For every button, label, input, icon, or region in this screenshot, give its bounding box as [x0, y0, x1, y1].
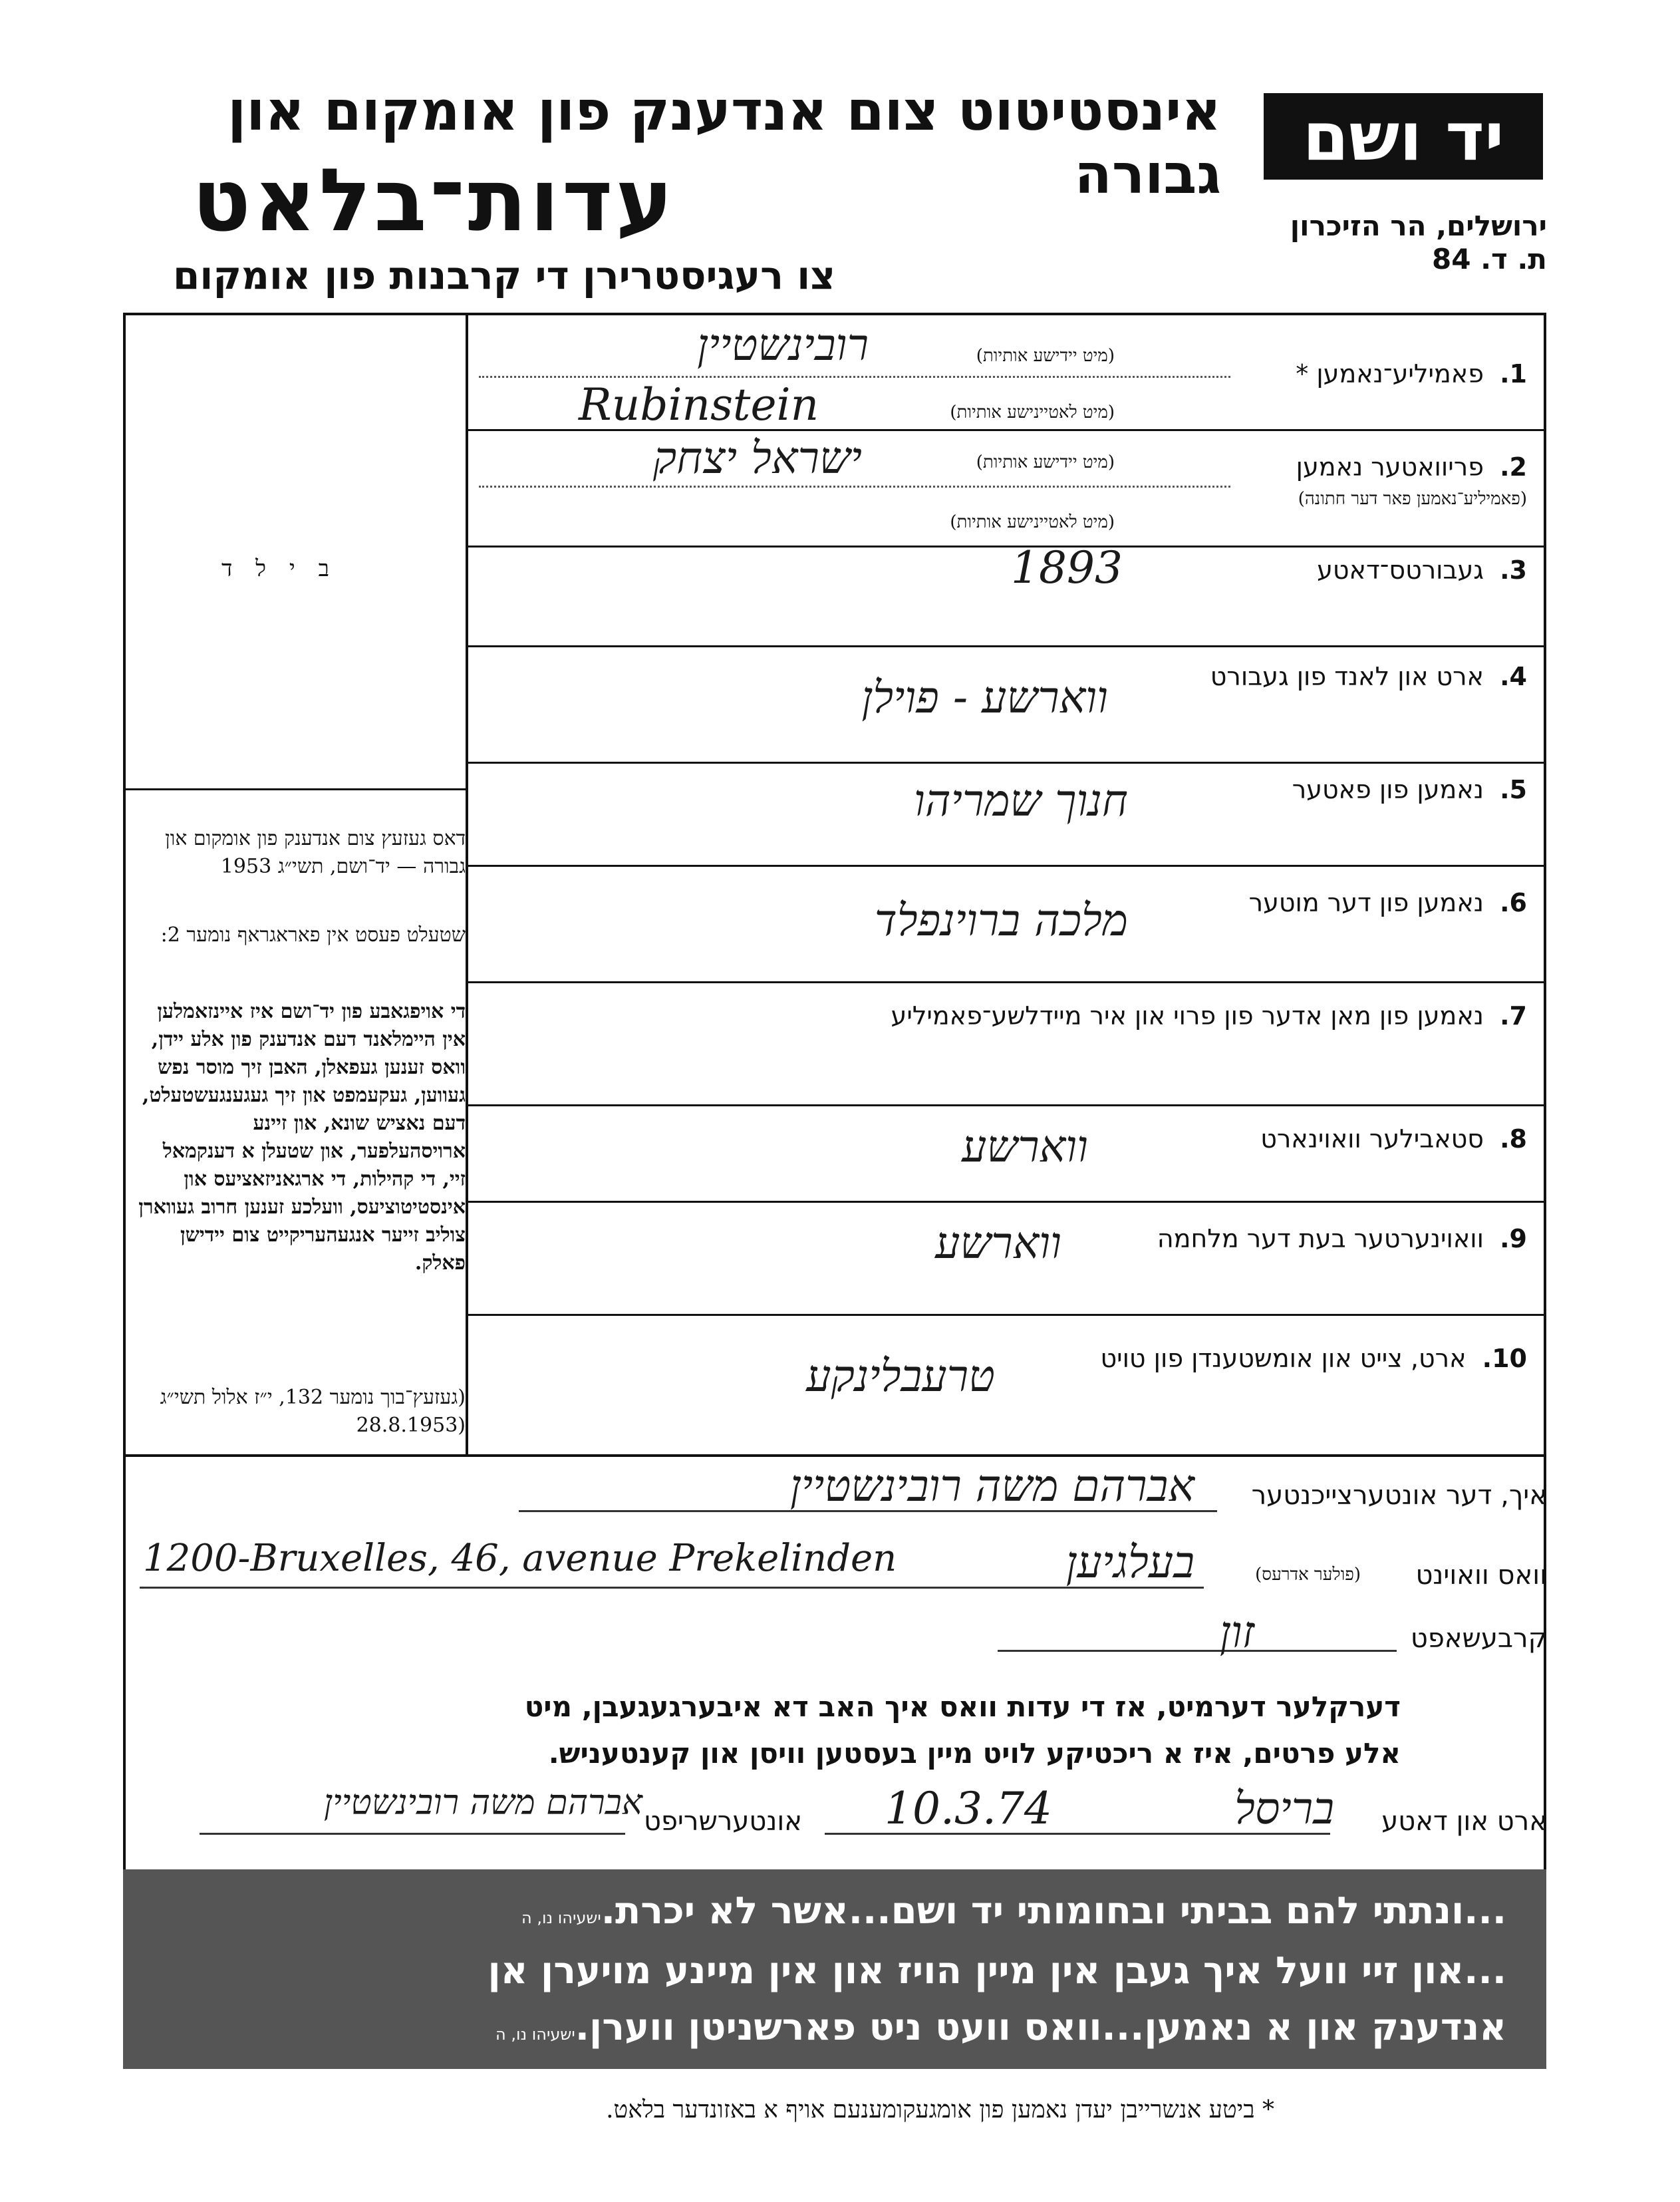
address-line-city: ירושלים, הר הזיכרון [1290, 210, 1547, 242]
place-date-label: ארט און דאטע [1381, 1806, 1547, 1837]
photo-label: ב י ל ד [221, 555, 337, 582]
form-title: עדות־בלאט [192, 150, 676, 251]
row-1-line [479, 376, 1230, 378]
row-divider [466, 865, 1546, 867]
law-para-4: (געזעץ־בוך נומער 132, י״ז אלול תשי״ג (28.8.1953 [160, 1386, 466, 1437]
banner-line-2: ...און זיי וועל איך געבן אין מיין הויז און אין מיינע מויערן אן [488, 1949, 1506, 1992]
address-value-country: בעלגיען [1065, 1537, 1194, 1588]
banner-source-3: ישעיהו נו, ה [495, 2025, 575, 2044]
row-8-value: ווארשע [962, 1121, 1088, 1172]
banner-source-1: ישעיהו נו, ה [521, 1909, 601, 1927]
banner-line-1: ...ונתתי להם בביתי ובחומותי יד ושם...אשר לא יכרת.ישעיהו נו, ה [521, 1889, 1506, 1933]
place-value: בריסל [1234, 1783, 1334, 1834]
row-2-line [479, 486, 1230, 488]
row-5-label: 5. נאמען פון פאטער [1292, 775, 1527, 804]
declaration-text-2: אלע פרטים, איז א ריכטיקע לויט מיין בעסטען וויסן און קענטעניש. [548, 1737, 1401, 1770]
row-divider [466, 1104, 1546, 1106]
declaration-text-1: דערקלער דערמיט, אז די עדות וואס איך האב דא איבערגעגעבן, מיט [524, 1690, 1401, 1723]
row-4-label: 4. ארט און לאנד פון געבורט [1210, 662, 1527, 691]
relation-label: קרבעשאפט [1410, 1623, 1547, 1654]
row-10-value: טרעבלינקע [806, 1350, 995, 1402]
date-value: 10.3.74 [885, 1783, 1052, 1834]
row-divider [466, 1201, 1546, 1203]
declaration-frame-left [123, 1457, 126, 1869]
row-1-value-yiddish: רובינשטיין [697, 319, 869, 371]
relation-value: זון [1219, 1607, 1254, 1658]
row-2-sub: (פאמיליע־נאמען פאר דער חתונה) [1298, 489, 1527, 509]
row-2-label: 2. פריוואטער נאמען [1296, 452, 1527, 482]
address-block [1201, 210, 1547, 276]
address-line-pobox: ת. ד. 84 [1432, 243, 1547, 275]
row-9-label: 9. וואוינערטער בעת דער מלחמה [1157, 1224, 1527, 1253]
address-value-latin: 1200-Bruxelles, 46, avenue Prekelinden [143, 1537, 897, 1580]
form-frame [123, 313, 1546, 1457]
row-10-label: 10. ארט, צייט און אומשטענדן פון טויט [1100, 1344, 1527, 1373]
row-divider [466, 645, 1546, 647]
row-2-hint-yiddish: (מיט יידישע אותיות) [976, 452, 1115, 472]
address-label: וואס וואוינט [1415, 1560, 1547, 1591]
yad-vashem-logo: יד ושם [1264, 93, 1543, 180]
signature-value: אברהם משה רובינשטיין [323, 1783, 642, 1823]
row-4-value: ווארשע - פוילן [861, 672, 1108, 723]
address-hint: (פולער אדרעס) [1255, 1565, 1361, 1585]
row-3-value: 1893 [1011, 542, 1123, 593]
signature-line [200, 1833, 625, 1835]
signer-value: אברהם משה רובינשטיין [789, 1460, 1194, 1511]
law-para-1: דאס געזעץ צום אנדענק פון אומקום און גבורה — יד־ושם, תשי״ג 1953 [165, 827, 466, 878]
row-7-label: 7. נאמען פון מאן אדער פון פרוי און איר מיידלשע־פאמיליע [891, 1001, 1527, 1030]
row-1-label: 1. פאמיליע־נאמען * [1296, 359, 1527, 389]
institute-name: אינסטיטוט צום אנדענק פון אומקום און גבורה [227, 80, 1221, 206]
row-1-hint-yiddish: (מיט יידישע אותיות) [976, 346, 1115, 366]
row-1-value-latin: Rubinstein [579, 379, 819, 430]
row-6-label: 6. נאמען פון דער מוטער [1248, 888, 1527, 917]
row-1-hint-latin: (מיט לאטיינישע אותיות) [950, 402, 1115, 422]
law-para-2: שטעלט פעסט אין פאראגראף נומער 2: [160, 923, 466, 947]
row-divider [466, 546, 1546, 548]
row-9-value: ווארשע [935, 1217, 1061, 1269]
form-subtitle: צו רעגיסטרירן די קרבנות פון אומקום [173, 253, 835, 298]
row-2-value-yiddish: ישראל יצחק [652, 432, 862, 484]
quote-banner [123, 1869, 1546, 2069]
signer-label: איך, דער אונטערצייכנטער [1251, 1480, 1547, 1511]
photo-divider [123, 788, 467, 790]
row-divider [466, 1314, 1546, 1316]
footnote: * ביטע אנשרייבן יעדן נאמען פון אומגעקומענעם אויף א באזונדער בלאט. [606, 2096, 1274, 2123]
row-2-hint-latin: (מיט לאטיינישע אותיות) [950, 512, 1115, 532]
row-3-label: 3. געבורטס־דאטע [1317, 555, 1527, 585]
signature-label: אונטערשריפט [644, 1806, 802, 1837]
law-para-3: די אויפגאבע פון יד־ושם איז איינזאמלען אין היימלאנד דעם אנדענק פון אלע יידן, וואס זענען געפאלן, האבן זיך מוסר נפש געווען, געקעמפט און זיך געגענגעשטעלט, דעם נאציש שונא, און זיינע ארויסהעלפער, און שטעלן א דענקמאל זיי, די קהילות, די ארגאניזאציעס און אינסטיטוציעס, וועלכע זענען חרוב געווארן צוליב זייער אנגעהעריקייט צום יידישן פאלק. [138, 1000, 466, 1275]
row-divider [466, 762, 1546, 764]
row-divider [466, 981, 1546, 983]
banner-line-3: אנדענק און א נאמען...וואס וועט ניט פארשניטן ווערן.ישעיהו נו, ה [495, 2006, 1506, 2049]
row-8-label: 8. סטאבילער וואוינארט [1260, 1124, 1527, 1154]
column-divider [466, 313, 468, 1457]
row-6-value: מלכה ברוינפלד [874, 895, 1128, 946]
row-5-value: חנוך שמריהו [914, 775, 1128, 826]
